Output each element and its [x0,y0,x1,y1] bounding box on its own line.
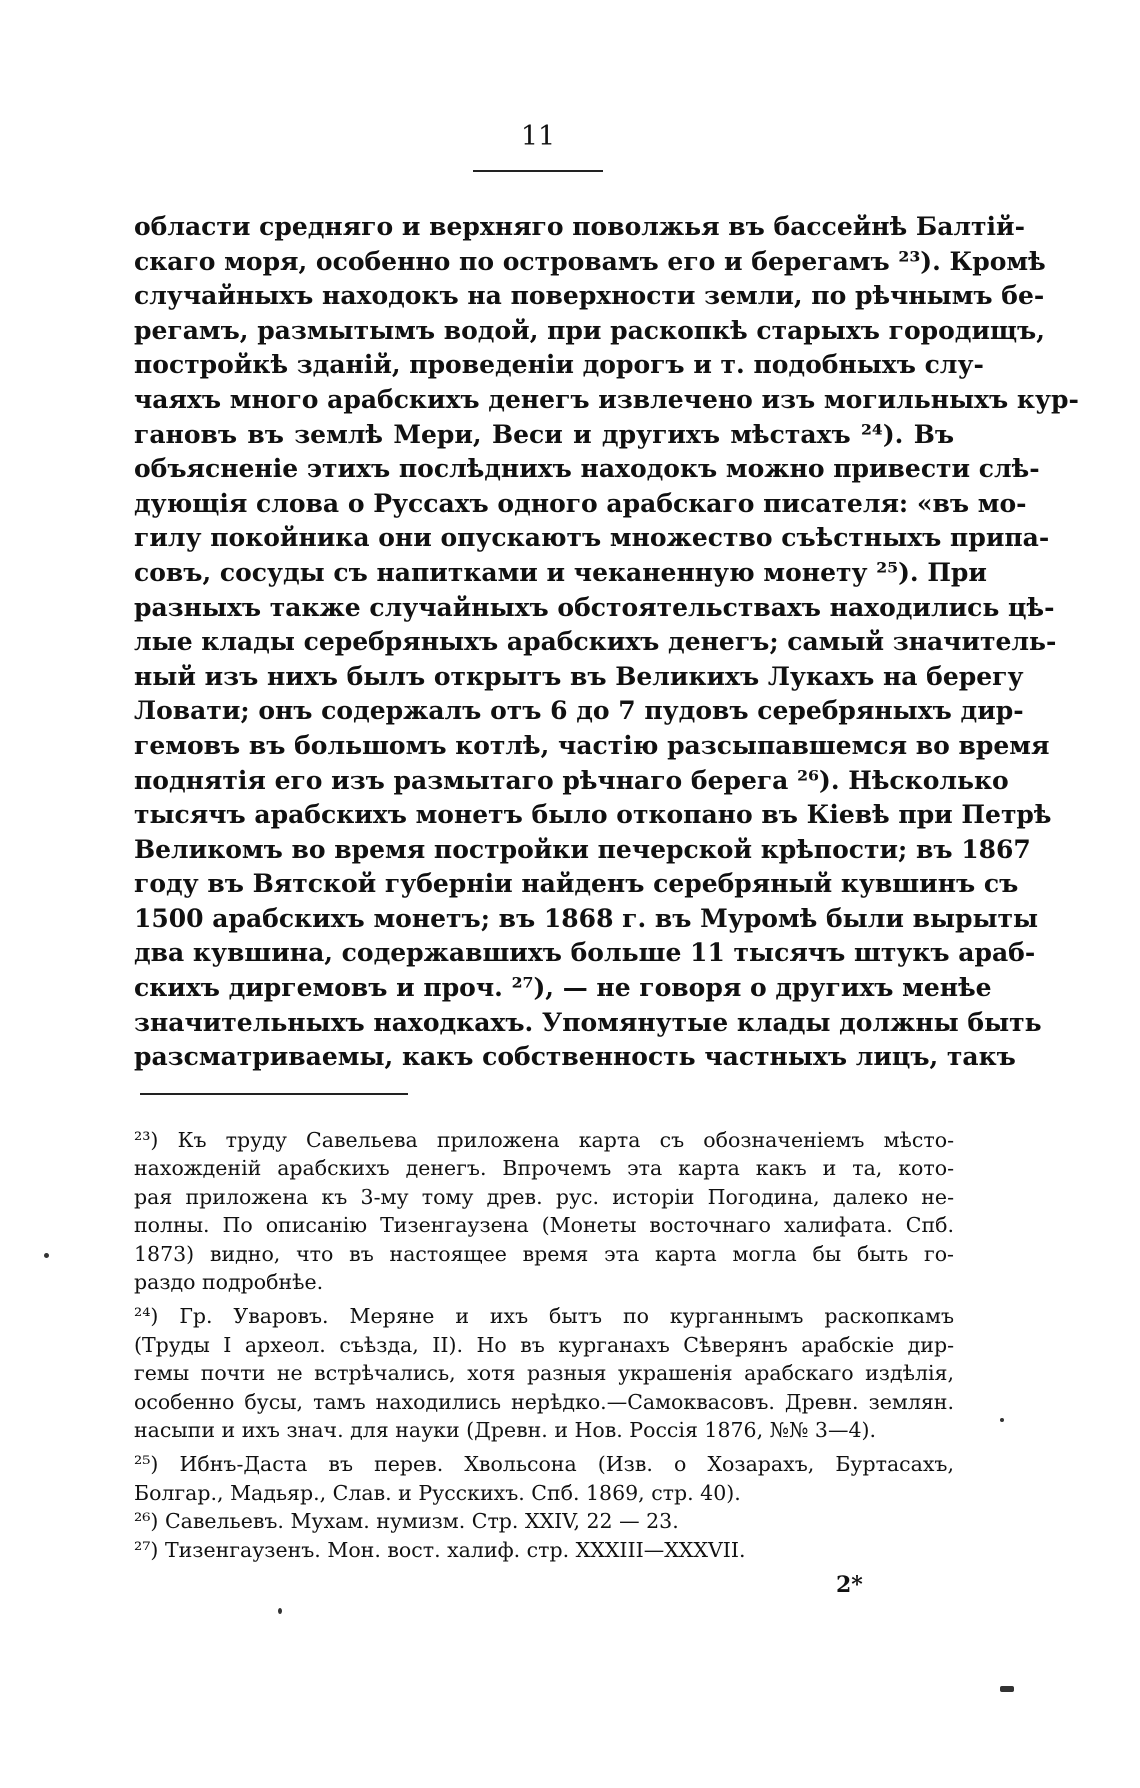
footnote-line: нахожденій арабскихъ денегъ. Впрочемъ эта карта какъ и та, кото- [134,1156,954,1181]
footnote-27 [134,1536,954,1564]
body-line: чаяхъ много арабскихъ денегъ извлечено изъ могильныхъ кур- [134,384,1079,414]
body-line: лые клады серебряныхъ арабскихъ денегъ; самый значитель- [134,627,1057,657]
footnote-line: ²³) Къ труду Савельева приложена карта съ обозначеніемъ мѣсто- [134,1128,954,1152]
body-line: регамъ, размытымъ водой, при раскопкѣ старыхъ городищъ, [134,315,1045,345]
body-line: ный изъ нихъ былъ открытъ въ Великихъ Лукахъ на берегу [134,661,1024,691]
body-line: скаго моря, особенно по островамъ его и берегамъ ²³). Кромѣ [134,246,1046,276]
scan-speck [44,1253,49,1258]
main-text [134,210,1079,1075]
body-line: поднятія его изъ размытаго рѣчнаго берега ²⁶). Нѣсколько [134,765,1009,795]
page-number: 11 [520,121,556,152]
footnote-line: ²⁵) Ибнъ-Даста въ перев. Хвольсона (Изв. о Хозарахъ, Буртасахъ, [134,1452,954,1477]
footnote-line: особенно бусы, тамъ находились нерѣдко.—Самоквасовъ. Древн. землян. [134,1389,954,1414]
body-line: Великомъ во время постройки печерской крѣпости; въ 1867 [134,834,1031,864]
footnote-separator [140,1093,408,1095]
body-line: Ловати; онъ содержалъ отъ 6 до 7 пудовъ серебряныхъ дир- [134,696,1024,726]
footnote-line: ²⁴) Гр. Уваровъ. Меряне и ихъ бытъ по курганнымъ раскопкамъ [134,1304,954,1329]
body-line: тысячъ арабскихъ монетъ было откопано въ Кіевѣ при Петрѣ [134,800,1052,830]
body-line: случайныхъ находокъ на поверхности земли, по рѣчнымъ бе- [134,281,1045,311]
footnote-line: насыпи и ихъ знач. для науки (Древн. и Нов. Россія 1876, №№ 3—4). [134,1418,877,1443]
body-line: скихъ диргемовъ и проч. ²⁷), — не говоря о другихъ менѣе [134,973,992,1003]
footnote-line: Болгар., Мадьяр., Слав. и Русскихъ. Спб. 1869, стр. 40). [134,1480,741,1505]
footnotes [134,1126,954,1564]
scan-speck [278,1608,282,1614]
footnote-23 [134,1126,954,1296]
body-line: гемовъ въ большомъ котлѣ, частію разсыпавшемся во время [134,730,1050,760]
printer-signature: 2* [836,1572,863,1598]
footnote-line: ²⁶) Савельевъ. Мухам. нумизм. Стр. XXIV, 22 — 23. [134,1509,679,1534]
body-line: гилу покойника они опускаютъ множество съѣстныхъ припа- [134,523,1050,553]
body-line: гановъ въ землѣ Мери, Веси и другихъ мѣстахъ ²⁴). Въ [134,419,954,449]
body-line: значительныхъ находкахъ. Упомянутые клады должны быть [134,1007,1042,1037]
footnote-line: 1873) видно, что въ настоящее время эта карта могла бы быть го- [134,1241,954,1266]
footnote-line: рая приложена къ 3-му тому древ. рус. исторіи Погодина, далеко не- [134,1184,954,1209]
footnote-line: раздо подробнѣе. [134,1270,324,1295]
footnote-line: полны. По описанію Тизенгаузена (Монеты восточнаго халифата. Спб. [134,1213,954,1238]
page-number-rule [473,170,603,172]
body-line: два кувшина, содержавшихъ больше 11 тысячъ штукъ араб- [134,938,1036,968]
scan-speck [1000,1686,1014,1692]
body-line: 1500 арабскихъ монетъ; въ 1868 г. въ Муромѣ были вырыты [134,903,1039,933]
footnote-25 [134,1450,954,1507]
body-line: разныхъ также случайныхъ обстоятельствахъ находились цѣ- [134,592,1055,622]
body-line: разсматриваемы, какъ собственность частныхъ лицъ, такъ [134,1042,1016,1072]
body-line: году въ Вятской губерніи найденъ серебряный кувшинъ съ [134,869,1019,899]
body-line: объясненіе этихъ послѣднихъ находокъ можно привести слѣ- [134,454,1040,484]
scan-speck [1000,1418,1004,1422]
body-line: области средняго и верхняго поволжья въ бассейнѣ Балтій- [134,212,1025,241]
footnote-line: гемы почти не встрѣчались, хотя разныя украшенія арабскаго издѣлія, [134,1361,954,1386]
footnote-line: ²⁷) Тизенгаузенъ. Мон. вост. халиф. стр. XXXIII—XXXVII. [134,1537,746,1562]
body-line: постройкѣ зданій, проведеніи дорогъ и т. подобныхъ слу- [134,350,984,380]
footnote-24 [134,1302,954,1444]
body-line: дующія слова о Руссахъ одного арабскаго писателя: «въ мо- [134,488,1027,518]
body-line: совъ, сосуды съ напитками и чеканенную монету ²⁵). При [134,557,987,587]
footnote-line: (Труды I археол. съѣзда, II). Но въ курганахъ Сѣверянъ арабскіе дир- [134,1332,954,1357]
footnote-26 [134,1507,954,1535]
